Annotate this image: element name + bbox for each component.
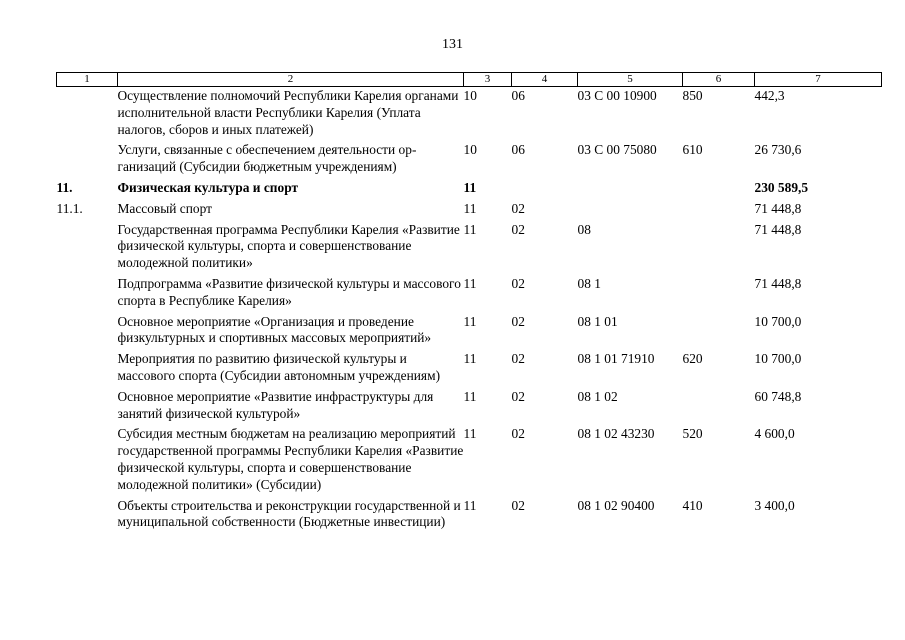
row-section: 11 — [463, 221, 477, 237]
row-amount: 10 700,0 — [754, 351, 802, 367]
row-amount: 230 589,5 — [754, 179, 809, 195]
row-expense-type — [683, 200, 755, 221]
row-target-article: 08 1 02 90400 — [577, 497, 655, 513]
column-header-1: 1 — [57, 73, 118, 87]
row-section: 11 — [463, 426, 477, 442]
row-subsection: 02 — [511, 426, 525, 442]
column-header-4: 4 — [512, 73, 578, 87]
row-section: 11 — [463, 497, 477, 513]
table-row — [57, 275, 882, 313]
row-expense-type: 620 — [682, 351, 703, 367]
row-subsection: 02 — [511, 388, 525, 404]
row-number: 11.1. — [56, 200, 83, 216]
column-number-header — [57, 73, 882, 87]
table-row — [57, 425, 882, 496]
row-amount: 71 448,8 — [754, 221, 802, 237]
table-row — [57, 350, 882, 388]
row-name: Услуги, связанные с обеспечением деятельности организаций (Субсидии бюджетным учреждениям) — [117, 142, 417, 175]
row-target-article: 08 — [577, 221, 591, 237]
column-header-5: 5 — [578, 73, 683, 87]
row-section: 11 — [463, 313, 477, 329]
row-name: Физическая культура и спорт — [117, 179, 299, 195]
row-number — [57, 221, 118, 275]
page-number: 131 — [442, 37, 463, 52]
table-row — [57, 388, 882, 426]
row-number — [57, 497, 118, 535]
row-name: Основное мероприятие «Развитие инфраструктуры для занятий физической культурой» — [117, 388, 434, 421]
row-amount: 4 600,0 — [754, 426, 795, 442]
row-expense-type — [683, 313, 755, 351]
row-amount: 3 400,0 — [754, 497, 795, 513]
row-target-article: 08 1 01 71910 — [577, 351, 655, 367]
row-number — [57, 350, 118, 388]
row-amount: 60 748,8 — [754, 388, 802, 404]
row-target-article: 03 С 00 75080 — [577, 142, 657, 158]
row-subsection: 02 — [511, 275, 525, 291]
row-amount: 26 730,6 — [754, 142, 802, 158]
table-row — [57, 141, 882, 179]
row-expense-type — [683, 179, 755, 200]
row-number — [57, 313, 118, 351]
row-expense-type: 410 — [682, 497, 703, 513]
row-subsection: 02 — [511, 200, 525, 216]
column-header-7: 7 — [755, 73, 882, 87]
row-expense-type: 850 — [682, 88, 703, 103]
row-section: 11 — [463, 200, 477, 216]
table-body — [57, 87, 882, 535]
row-subsection — [512, 179, 578, 200]
row-expense-type: 610 — [682, 142, 703, 158]
row-target-article: 03 С 00 10900 — [577, 88, 657, 103]
row-subsection: 06 — [511, 88, 525, 103]
row-expense-type — [683, 388, 755, 426]
column-header-6: 6 — [683, 73, 755, 87]
row-expense-type — [683, 221, 755, 275]
table-row — [57, 221, 882, 275]
row-target-article: 08 1 02 — [577, 388, 618, 404]
row-name: Осуществление полномочий Республики Карелия органами исполнительной власти Республики Карелия (Уплата налогов, сборов и иных платежей) — [117, 88, 459, 137]
row-subsection: 02 — [511, 351, 525, 367]
table-row — [57, 179, 882, 200]
table-row — [57, 87, 882, 142]
row-section: 11 — [463, 388, 477, 404]
row-target-article — [578, 200, 683, 221]
row-name: Государственная программа Республики Карелия «Развитие физической культуры, спорта и совершенствование молодежной политики» — [117, 221, 460, 271]
row-name: Объекты строительства и реконструкции государственной и муниципальной собственности (Бюджетные инвестиции) — [117, 497, 461, 530]
table-row — [57, 313, 882, 351]
table-row — [57, 200, 882, 221]
row-number: 11. — [56, 179, 73, 195]
row-number — [57, 87, 118, 142]
row-amount: 10 700,0 — [754, 313, 802, 329]
row-section: 11 — [463, 275, 477, 291]
row-section: 11 — [463, 351, 477, 367]
row-amount: 442,3 — [754, 88, 785, 103]
row-amount: 71 448,8 — [754, 200, 802, 216]
row-section: 10 — [463, 142, 477, 158]
row-name: Мероприятия по развитию физической культуры и массового спорта (Субсидии автономным учреждениям) — [117, 351, 441, 383]
row-name: Основное мероприятие «Организация и проведение физкультурных и спортивных массовых мероприятий» — [117, 313, 432, 346]
row-section: 11 — [463, 179, 477, 195]
row-target-article: 08 1 01 — [577, 313, 618, 329]
row-expense-type: 520 — [682, 426, 703, 442]
row-subsection: 06 — [511, 142, 525, 158]
row-section: 10 — [463, 88, 477, 103]
row-expense-type — [683, 275, 755, 313]
row-name: Подпрограмма «Развитие физической культуры и массового спорта в Республике Карелия» — [117, 275, 461, 308]
row-subsection: 02 — [511, 221, 525, 237]
table-row — [57, 497, 882, 535]
row-subsection: 02 — [511, 313, 525, 329]
row-name: Субсидия местным бюджетам на реализацию мероприятий государственной программы Республики Карелия «Развитие физической культуры, спорта и совершенствование молодежной политики» (Субсидии) — [117, 426, 464, 492]
row-number — [57, 275, 118, 313]
row-subsection: 02 — [511, 497, 525, 513]
column-header-3: 3 — [464, 73, 512, 87]
row-target-article: 08 1 02 43230 — [577, 426, 655, 442]
row-target-article — [578, 179, 683, 200]
row-name: Массовый спорт — [117, 200, 212, 216]
row-target-article: 08 1 — [577, 275, 601, 291]
budget-table — [56, 72, 882, 534]
row-number — [57, 141, 118, 179]
row-number — [57, 425, 118, 496]
column-header-2: 2 — [118, 73, 464, 87]
row-amount: 71 448,8 — [754, 275, 802, 291]
row-number — [57, 388, 118, 426]
